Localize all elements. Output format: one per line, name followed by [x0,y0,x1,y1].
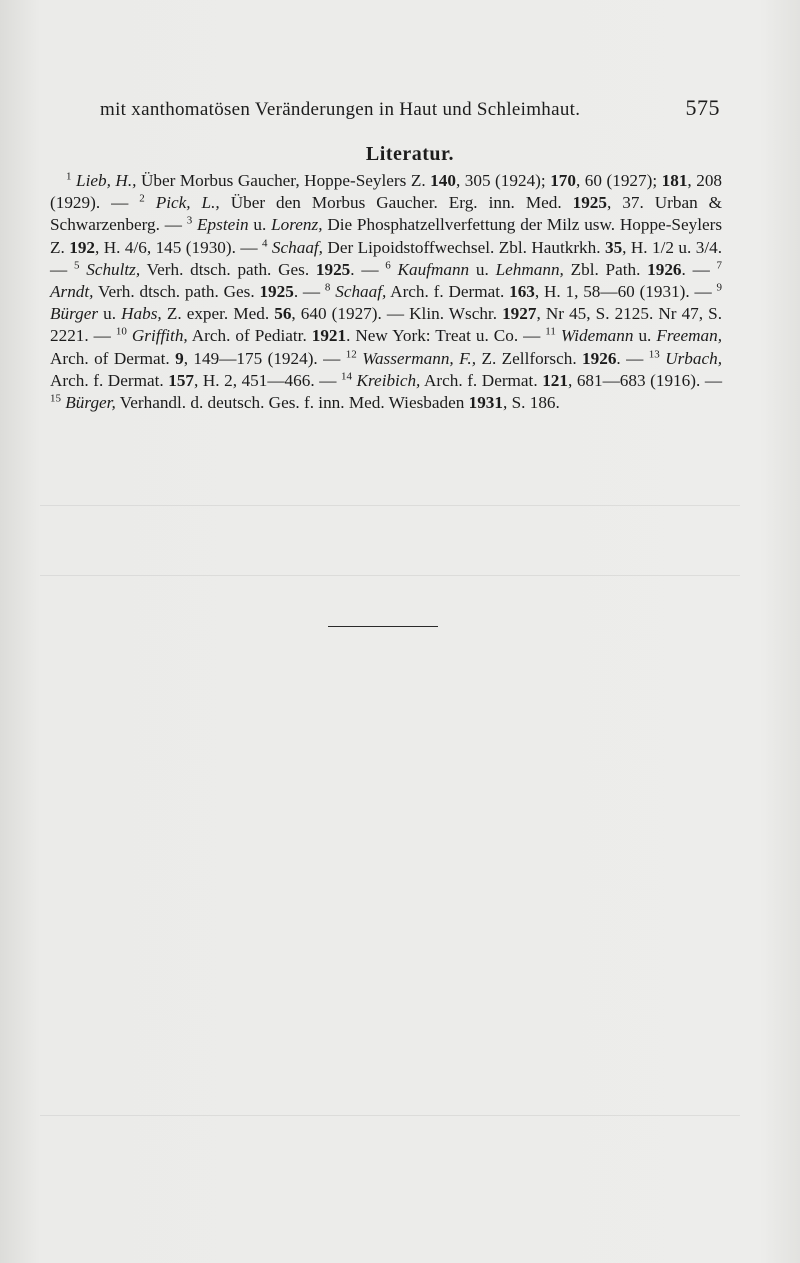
page-header [100,95,720,121]
reference-text: . — [681,259,717,279]
reference-author: Arndt, [50,282,94,302]
reference-number: 12 [345,347,357,360]
reference-author: Kreibich, [356,370,421,390]
reference-text: . — [293,282,325,302]
reference-entry [325,282,717,301]
reference-text: Der Lipoidstoffwechsel. Zbl. Hautkrkh. [322,237,605,257]
reference-author: Schultz, [86,259,141,279]
bleed-through-line [40,505,740,506]
reference-text: Verhandl. d. deutsch. Ges. f. inn. Med. Wiesbaden [115,393,469,413]
bleed-through-line [40,575,740,576]
running-head: mit xanthomatösen Veränderungen in Haut und Schleimhaut. [100,99,581,120]
reference-volume: 163 [509,282,535,302]
reference-volume: 1925 [315,259,351,279]
reference-volume: 157 [168,370,194,390]
reference-volume: 181 [661,171,688,190]
reference-author: Widemann [560,326,634,346]
reference-author: Lehmann, [495,259,564,279]
reference-entry [341,371,722,390]
reference-text: , H. 1/2 u. 3/4. — [50,237,723,279]
reference-text: . New York: Treat u. Co. — [346,326,546,346]
reference-volume: 1931 [468,393,503,413]
reference-text: Die Phosphatzellverfettung der Milz usw. Hoppe-Seylers Z. [50,215,723,257]
reference-text: . — [616,348,649,368]
reference-text: , H. 2, 451—466. — [194,370,341,390]
reference-volume: 1925 [259,282,294,302]
reference-author: Freeman, [656,326,723,346]
reference-text: u. [633,326,657,346]
reference-text: Zbl. Path. [563,259,648,279]
page-number: 575 [685,95,720,120]
reference-text: Arch. of Dermat. [50,348,176,368]
reference-number: 5 [73,259,80,272]
reference-volume: 192 [69,237,96,257]
reference-text: Z. Zellforsch. [476,348,583,368]
section-title: Literatur. [365,143,455,165]
reference-text: , Nr 45, S. 2125. Nr 47, S. 2221. — [50,304,723,346]
reference-text: Arch. f. Dermat. [420,370,543,390]
reference-number: 1 [66,170,72,183]
reference-number: 3 [186,214,193,227]
reference-text: Verh. dtsch. path. Ges. [140,259,316,279]
reference-volume: 1921 [311,326,347,346]
reference-volume: 170 [550,171,576,190]
reference-text: , S. 186. [502,393,560,413]
reference-volume: 1925 [572,193,607,213]
reference-author: Lorenz, [271,215,323,235]
reference-number: 4 [261,236,268,249]
reference-volume: 35 [604,237,623,257]
reference-author: Habs, [121,304,162,324]
reference-number: 13 [648,347,660,360]
reference-text: Z. exper. Med. [161,304,275,324]
reference-author: Urbach, [665,348,723,368]
reference-number: 7 [716,259,723,272]
reference-text: u. [248,215,272,235]
reference-entry [74,260,385,279]
reference-number: 9 [716,281,723,294]
reference-text: Arch. of Pediatr. [187,326,312,346]
reference-number: 14 [340,370,352,383]
reference-entry [116,326,545,345]
reference-volume: 9 [175,348,184,368]
reference-text: Über Morbus Gaucher, Hoppe-Seylers Z. [136,171,431,190]
reference-volume: 1926 [582,348,617,368]
reference-number: 11 [545,325,556,338]
reference-text: , H. 1, 58—60 (1931). — [534,282,717,302]
reference-text: u. [469,259,496,279]
reference-text: Über den Morbus Gaucher. Erg. inn. Med. [219,193,573,213]
reference-text: . — [350,259,386,279]
reference-number: 6 [385,259,391,272]
reference-entry [50,393,560,412]
reference-volume: 1927 [502,304,537,324]
reference-entry [346,349,649,368]
bleed-through-line [40,1115,740,1116]
reference-text: , 60 (1927); [575,171,662,190]
reference-text: u. [98,304,122,324]
reference-number: 15 [50,392,61,405]
reference-author: Wassermann, F., [362,348,477,368]
reference-number: 10 [115,325,127,338]
reference-text: , 149—175 (1924). — [183,348,346,368]
reference-author: Pick, L., [155,193,220,213]
reference-number: 2 [139,192,145,205]
reference-author: Lieb, H., [76,171,137,190]
reference-text: , 37. Urban & Schwarzenberg. — [50,193,723,235]
reference-author: Griffith, [131,326,188,346]
reference-author: Bürger, [65,393,116,413]
reference-author: Epstein [197,215,249,235]
reference-text: , 640 (1927). — Klin. Wschr. [291,304,503,324]
reference-text: , 305 (1924); [455,171,551,190]
reference-text: , 208 (1929). — [50,171,723,213]
reference-text: Arch. f. Dermat. [386,282,510,302]
reference-volume: 121 [542,370,568,390]
reference-text: Arch. f. Dermat. [50,370,169,390]
reference-author: Schaaf, [271,237,323,257]
reference-text: , 681—683 (1916). — [567,370,723,390]
reference-volume: 1926 [647,259,682,279]
reference-number: 8 [324,281,331,294]
reference-text: Verh. dtsch. path. Ges. [93,282,260,302]
reference-volume: 140 [430,171,456,190]
reference-text: , H. 4/6, 145 (1930). — [95,237,262,257]
reference-author: Kaufmann [397,259,470,279]
reference-author: Schaaf, [335,282,387,302]
reference-author: Bürger [50,304,99,324]
reference-entry [385,260,716,279]
reference-list [50,170,722,414]
section-divider [328,626,438,627]
reference-volume: 56 [274,304,292,324]
